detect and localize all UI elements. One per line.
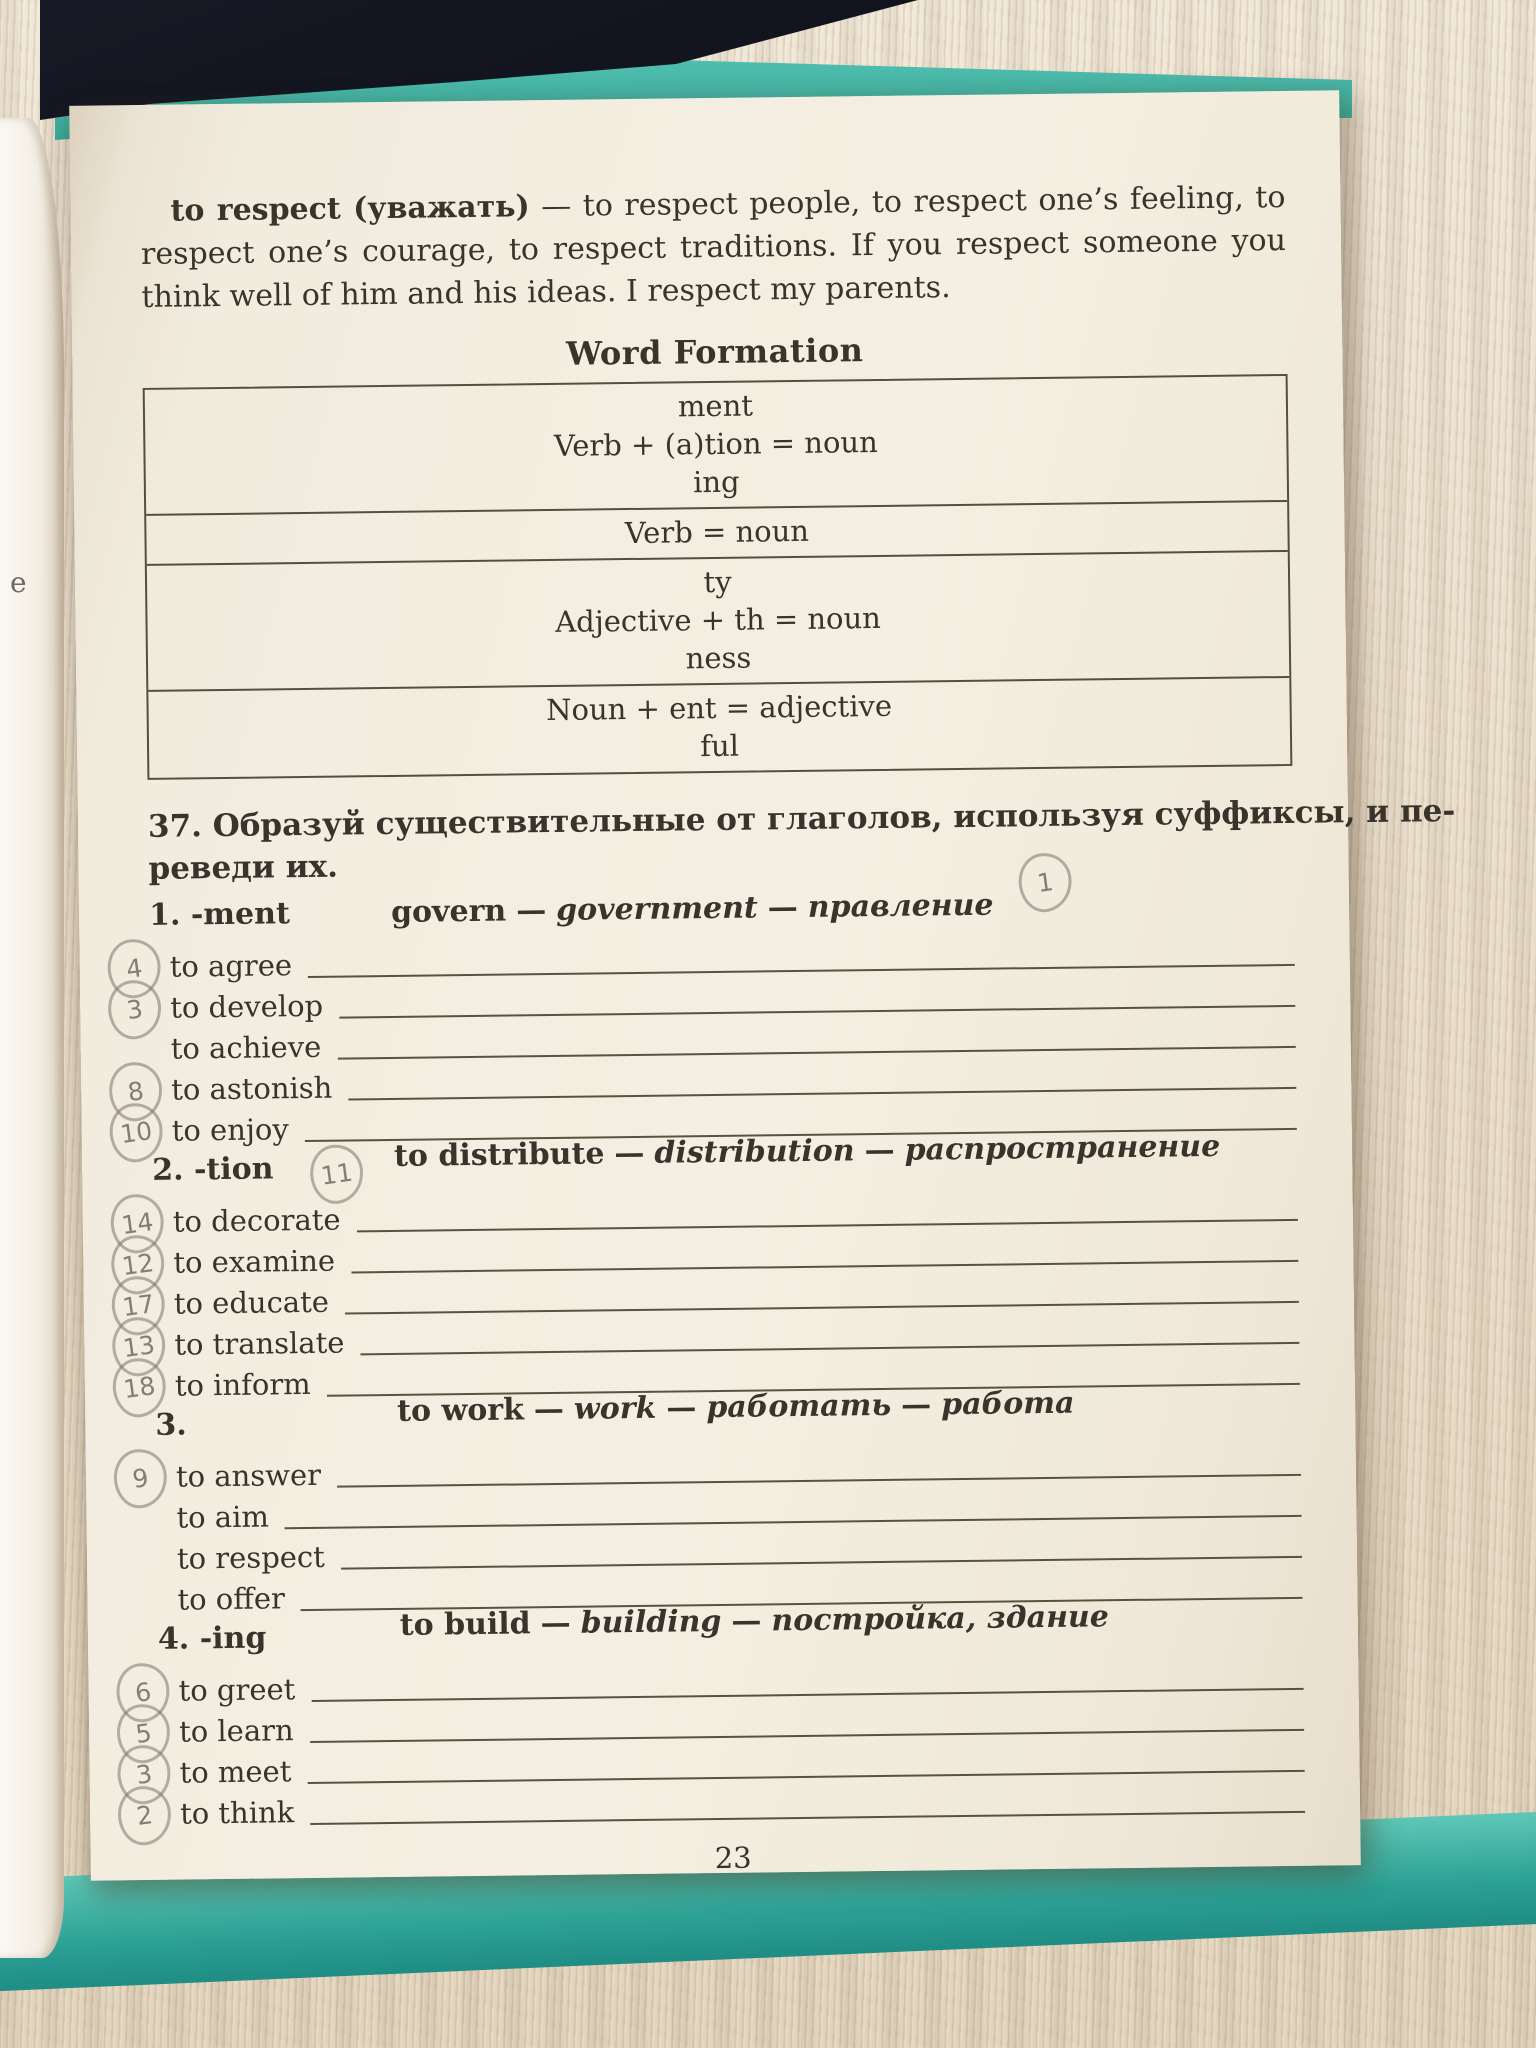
previous-page-letter: e	[10, 566, 27, 599]
dash: —	[767, 889, 799, 926]
answer-blank[interactable]	[361, 1342, 1300, 1355]
section-label: 3.	[155, 1407, 187, 1443]
page-number: 23	[714, 1840, 752, 1876]
table-cell-line: Verb = noun	[624, 513, 810, 550]
item-verb: to agree	[169, 948, 293, 984]
example-noun: work	[573, 1390, 657, 1427]
pencil-mark: 1	[1015, 850, 1075, 916]
dash: —	[540, 1605, 571, 1642]
table-row	[148, 678, 1290, 778]
section-example	[400, 1599, 1109, 1643]
item-verb: to meet	[179, 1754, 292, 1790]
example-noun: government	[555, 890, 759, 928]
item-verb: to enjoy	[171, 1112, 289, 1148]
example-verb: govern	[390, 893, 507, 930]
item-verb: to decorate	[172, 1202, 341, 1239]
exercise-heading-line2: реведи их.	[148, 848, 339, 887]
pencil-mark: 11	[307, 1141, 367, 1207]
item-verb: to greet	[178, 1672, 296, 1708]
answer-blank[interactable]	[351, 1260, 1298, 1274]
example-translation: работать	[706, 1387, 892, 1426]
example-translation: правление	[807, 887, 994, 925]
pencil-mark: 12	[108, 1232, 168, 1298]
section-example	[391, 888, 994, 930]
dash: —	[731, 1603, 762, 1639]
item-verb: to respect	[176, 1539, 326, 1576]
pencil-mark: 9	[110, 1446, 170, 1512]
pencil-mark: 5	[113, 1701, 173, 1767]
item-verb: to answer	[175, 1457, 322, 1494]
table-cell-line: ment	[677, 388, 754, 424]
dash: —	[900, 1387, 932, 1423]
intro-paragraph	[140, 177, 1286, 320]
answer-blank[interactable]	[357, 1219, 1298, 1232]
dash: —	[666, 1390, 697, 1426]
answer-blank[interactable]	[310, 1811, 1305, 1825]
pencil-mark: 8	[106, 1059, 166, 1125]
dash: —	[614, 1135, 645, 1172]
answer-blank[interactable]	[345, 1301, 1299, 1315]
exercise-heading	[147, 792, 1456, 890]
item-verb: to educate	[173, 1284, 330, 1321]
dash: —	[533, 1391, 565, 1428]
example-noun: distribution	[654, 1133, 855, 1171]
answer-blank[interactable]	[337, 1046, 1295, 1060]
paragraph-body: — to respect people, to respect one’s feeling, to respect one’s courage, to respect traditions. If you respect someone you think well of him and his ideas. I respect my parents.	[140, 179, 1287, 315]
pencil-mark: 10	[106, 1100, 166, 1166]
pencil-mark: 18	[109, 1355, 169, 1421]
exercise-heading-line1: 37. Образуй существительные от глаголов, используя суффиксы, и пе-	[147, 792, 1456, 845]
item-verb: to translate	[174, 1325, 345, 1362]
example-translation-2: работа	[940, 1385, 1075, 1423]
paragraph-lead: to respect (уважать)	[170, 189, 530, 229]
table-row	[147, 552, 1289, 692]
item-verb: to develop	[170, 988, 324, 1025]
answer-blank[interactable]	[337, 1474, 1301, 1488]
word-formation-table	[143, 374, 1293, 780]
pencil-mark: 17	[108, 1273, 168, 1339]
example-translation: постройка, здание	[771, 1599, 1110, 1639]
example-verb: to distribute	[393, 1136, 605, 1174]
pencil-mark: 2	[114, 1783, 174, 1849]
pencil-mark: 13	[109, 1314, 169, 1380]
table-cell-line: ness	[685, 640, 752, 676]
table-cell-line: Verb + (a)tion = noun	[553, 424, 878, 463]
book-page	[69, 90, 1456, 1880]
table-cell-line: Adjective + th = noun	[554, 600, 882, 639]
item-verb: to inform	[174, 1367, 311, 1403]
example-verb: to build	[399, 1606, 531, 1643]
item-verb: to offer	[177, 1581, 286, 1617]
section-example	[397, 1386, 1075, 1429]
pencil-mark: 6	[113, 1660, 173, 1726]
item-verb: to think	[179, 1795, 295, 1831]
section-label: 2. -tion	[152, 1151, 274, 1188]
page-content	[69, 90, 1456, 1882]
dash: —	[864, 1132, 895, 1169]
item-verb: to learn	[178, 1713, 294, 1749]
answer-blank[interactable]	[348, 1087, 1296, 1101]
item-verb: to aim	[176, 1499, 270, 1535]
section-label: 1. -ment	[148, 896, 291, 933]
pencil-mark: 3	[105, 977, 165, 1043]
item-verb: to examine	[173, 1243, 336, 1280]
example-noun: building	[580, 1603, 722, 1641]
table-cell-line: Noun + ent = adjective	[545, 688, 893, 727]
example-translation: распространение	[904, 1128, 1221, 1168]
pencil-mark: 4	[104, 936, 164, 1002]
table-cell-line: ing	[692, 464, 740, 499]
underlying-pages-edge	[0, 118, 64, 1958]
table-row	[145, 376, 1287, 516]
example-verb: to work	[396, 1392, 525, 1429]
pencil-mark: 14	[107, 1191, 167, 1257]
answer-blank[interactable]	[339, 1005, 1295, 1019]
item-verb: to astonish	[171, 1070, 333, 1107]
item-verb: to achieve	[170, 1029, 322, 1066]
answer-blank[interactable]	[341, 1556, 1302, 1570]
pencil-mark: 3	[114, 1742, 174, 1808]
dash: —	[515, 893, 547, 929]
table-cell-line: ful	[700, 728, 740, 763]
section-label: 4. -ing	[157, 1620, 267, 1657]
word-formation-title: Word Formation	[565, 330, 864, 373]
table-cell-line: ty	[703, 564, 732, 599]
